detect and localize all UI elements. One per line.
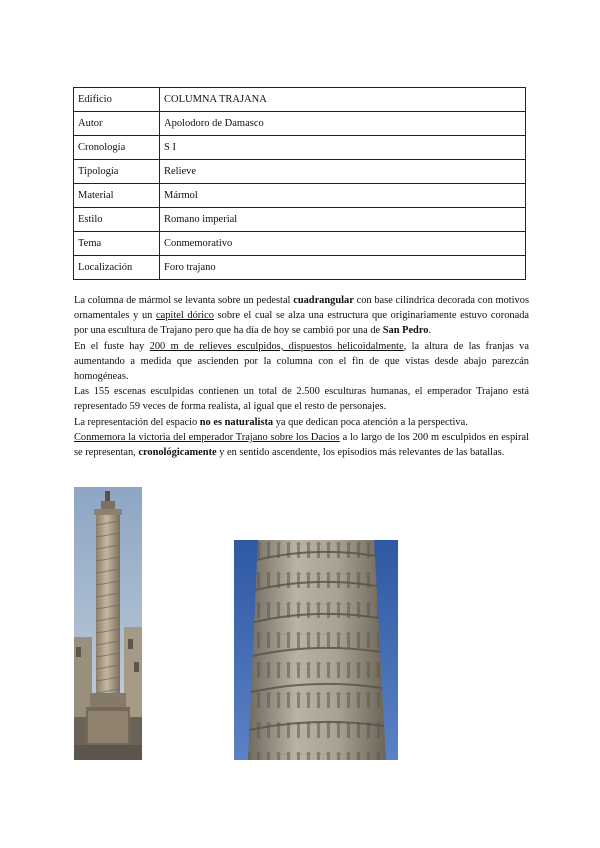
text-run: , la altura de las franjas va aumentando a medida que ascienden por la columna con el fin de que vistas desde abajo parezcán homogéneas. bbox=[74, 340, 529, 383]
row-value: Conmemorativo bbox=[160, 232, 526, 256]
text-run: ya que dedican poca atención a la perspectiva. bbox=[273, 416, 468, 428]
row-label: Estilo bbox=[74, 208, 160, 232]
text-run: Las 155 escenas esculpidas contienen un total de 2.500 esculturas humanas, el emperador Trajano está representado 59 veces de forma realista, al igual que el resto de personajes. bbox=[74, 386, 529, 413]
data-sheet-table bbox=[73, 87, 526, 280]
column-full-view-photo bbox=[74, 487, 142, 760]
row-label: Edificio bbox=[74, 88, 160, 112]
column-illustration bbox=[74, 487, 142, 760]
row-label: Tipología bbox=[74, 160, 160, 184]
table-row bbox=[74, 112, 526, 136]
table-row bbox=[74, 136, 526, 160]
paragraph-escenas bbox=[74, 384, 529, 414]
row-value: Romano imperial bbox=[160, 208, 526, 232]
bold-term: cronológicamente bbox=[138, 447, 217, 459]
row-value: S I bbox=[160, 136, 526, 160]
text-run: y en sentido ascendente, los episodios más relevantes de las batallas. bbox=[216, 447, 505, 459]
text-run: La columna de mármol se levanta sobre un pedestal bbox=[74, 295, 294, 306]
paragraph-tema bbox=[74, 430, 529, 460]
bold-term: no es naturalista bbox=[199, 416, 274, 428]
text-run: a lo largo de los 200 m esculpidos en espiral se representan, bbox=[74, 431, 529, 459]
row-value: COLUMNA TRAJANA bbox=[160, 88, 526, 112]
row-label: Cronología bbox=[74, 136, 160, 160]
underlined-term: 200 m de relieves esculpidos, dispuestos helicoidalmente bbox=[149, 340, 404, 352]
row-value: Foro trajano bbox=[160, 256, 526, 280]
row-value: Relieve bbox=[160, 160, 526, 184]
description-text bbox=[74, 293, 529, 460]
row-label: Autor bbox=[74, 112, 160, 136]
row-value: Apolodoro de Damasco bbox=[160, 112, 526, 136]
bold-term: San Pedro bbox=[382, 325, 429, 337]
table-row bbox=[74, 184, 526, 208]
table-row bbox=[74, 160, 526, 184]
row-label: Material bbox=[74, 184, 160, 208]
relief-detail-photo bbox=[234, 540, 398, 760]
paragraph-fuste bbox=[74, 339, 529, 385]
text-run: . bbox=[428, 325, 432, 337]
table-row bbox=[74, 232, 526, 256]
relief-illustration bbox=[234, 540, 398, 760]
underlined-term: capitel dórico bbox=[156, 310, 214, 322]
underlined-term: Conmemora la victoria del emperador Trajano sobre los Dacios bbox=[74, 431, 340, 443]
text-run: con base cilíndrica decorada con motivos ornamentales y un bbox=[74, 295, 529, 322]
table-row bbox=[74, 88, 526, 112]
text-run: La representación del espacio bbox=[74, 416, 200, 428]
paragraph-base bbox=[74, 293, 529, 339]
table-row bbox=[74, 208, 526, 232]
row-label: Tema bbox=[74, 232, 160, 256]
text-run: sobre el cual se alza una estructura que originariamente estuvo coronada por una escultura de Trajano pero que ha día de hoy se cambió por una de bbox=[74, 310, 530, 337]
text-run: En el fuste hay bbox=[74, 340, 150, 352]
table-row bbox=[74, 256, 526, 280]
row-label: Localización bbox=[74, 256, 160, 280]
row-value: Mármol bbox=[160, 184, 526, 208]
bold-term: cuadrangular bbox=[293, 295, 354, 306]
paragraph-espacio bbox=[74, 415, 529, 430]
